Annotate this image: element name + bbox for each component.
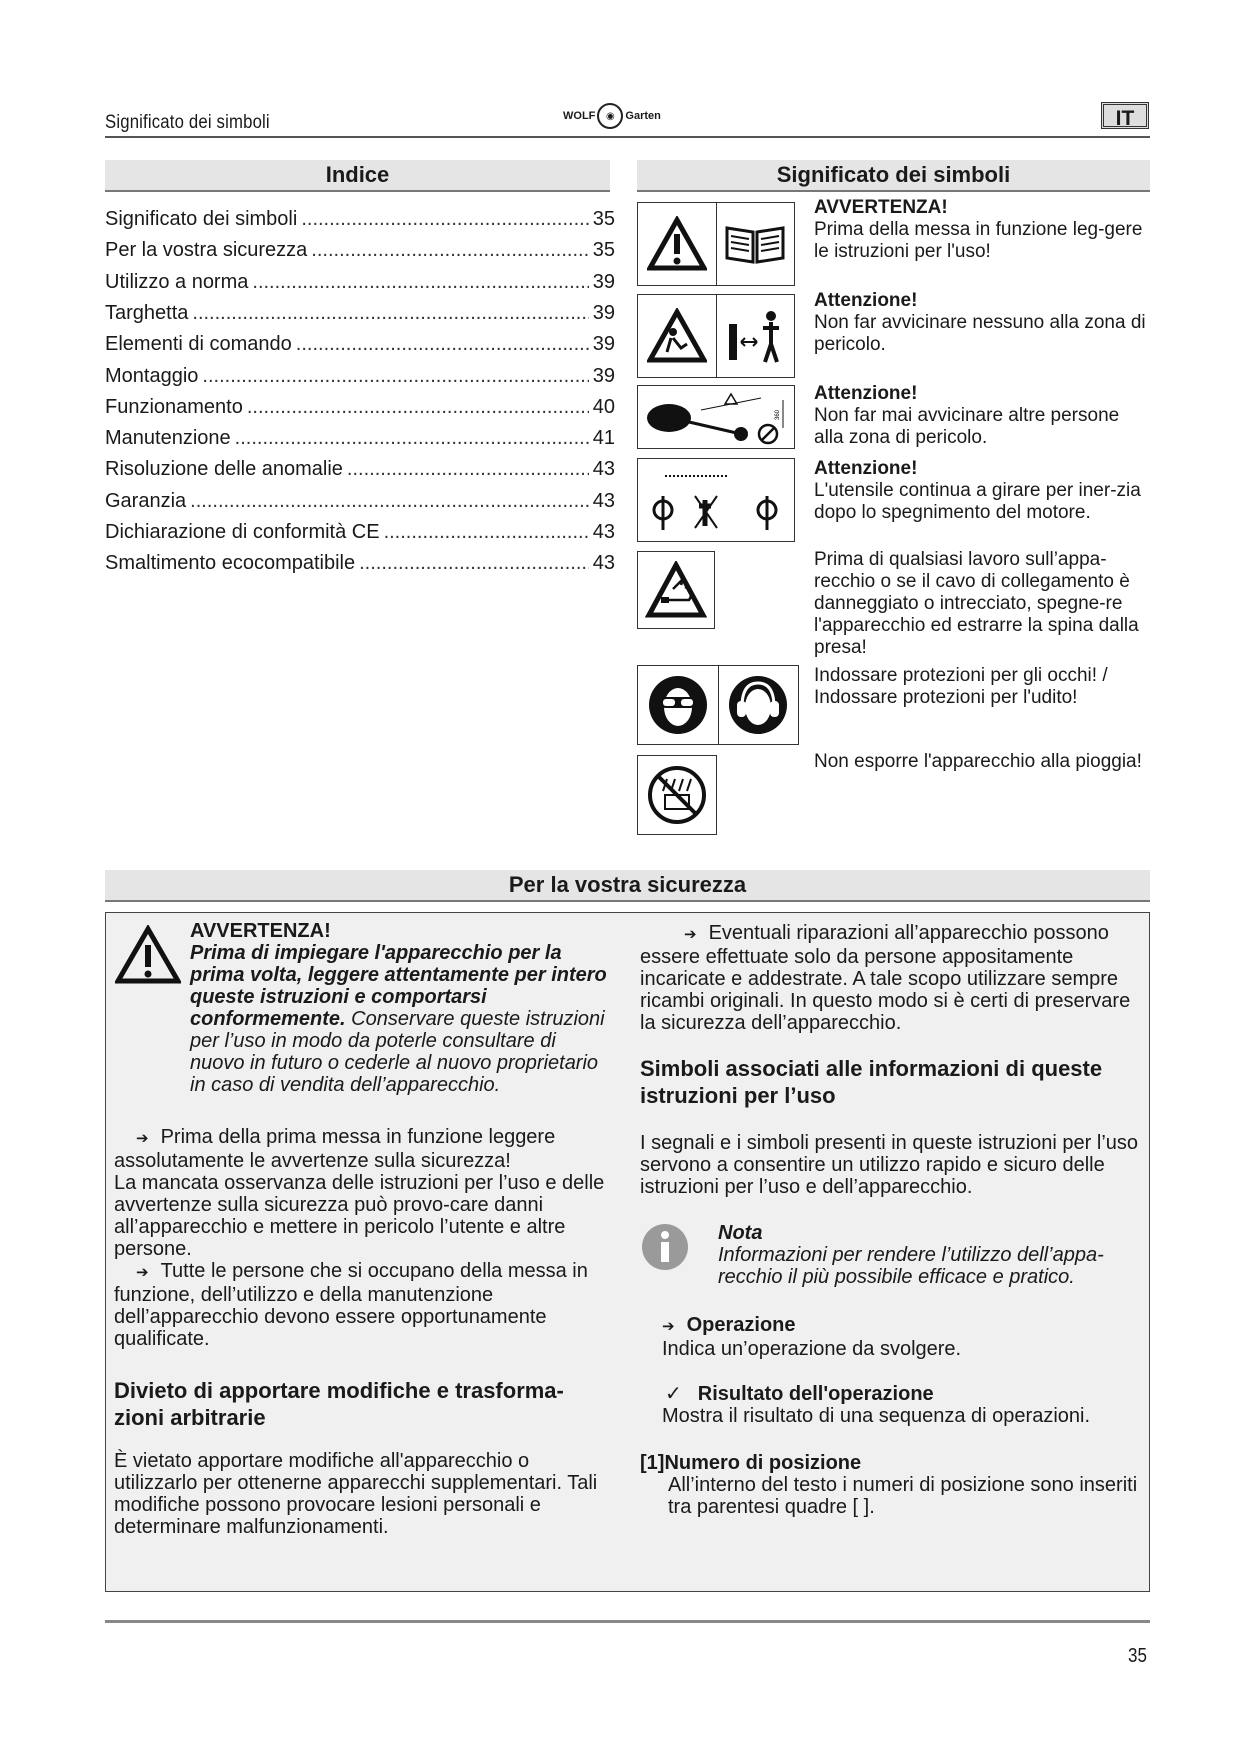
- toc-entry-page: 39: [592, 301, 615, 324]
- toc-entry-page: 43: [592, 552, 615, 575]
- toc-entry-page: 41: [592, 427, 615, 450]
- toc-leader-dots: [347, 456, 589, 482]
- wolf-head-icon: ◉: [597, 103, 623, 129]
- toc-entry-page: 43: [592, 489, 615, 512]
- symbol-text-5: [814, 549, 1154, 659]
- symbols-info-heading: Simboli associati alle informazioni di queste istruzioni per l’uso: [640, 1056, 1103, 1108]
- safety-warning-block: [190, 920, 610, 1096]
- result-block: [640, 1383, 1150, 1427]
- symbol-unplug: [637, 551, 715, 629]
- arrow-icon: [662, 922, 709, 944]
- arrow-icon: [114, 1260, 161, 1282]
- bullet-text: Eventuali riparazioni all’apparecchio possono essere effettuate solo da persone appositamente incaricate e addestrate. A tale scopo utilizzare sempre ricambi originali. In questo modo si è certi di preservare la sicurezza dell’apparecchio.: [640, 922, 1131, 1034]
- note-block: [718, 1222, 1148, 1288]
- bullet-text: Tutte le persone che si occupano della messa in funzione, dell’utilizzo e della manutenzione dell’apparecchio devono essere opportunamente qualificate.: [114, 1260, 588, 1350]
- position-block: [640, 1452, 1150, 1518]
- no-rain-icon: [638, 756, 716, 834]
- toc-entry[interactable]: [105, 519, 615, 545]
- toc-entry-label: Per la vostra sicurezza: [105, 239, 308, 262]
- language-badge: IT: [1101, 102, 1149, 129]
- symbol-description: Non far mai avvicinare altre persone alla zona di pericolo.: [814, 405, 1120, 448]
- operation-heading: Operazione: [686, 1314, 796, 1336]
- dimension-label: 360: [775, 409, 781, 420]
- toc-leader-dots: [384, 519, 589, 545]
- safety-bullets-left: [114, 1126, 619, 1350]
- toc-entry[interactable]: [105, 394, 615, 420]
- toc-entry[interactable]: [105, 269, 615, 295]
- position-text: All’interno del testo i numeri di posizione sono inseriti tra parentesi quadre [ ].: [668, 1474, 1138, 1518]
- toc-leader-dots: [190, 488, 589, 514]
- bullet-continuation: La mancata osservanza delle istruzioni per l’uso e delle avvertenze sulla sicurezza può provo-care danni all’apparecchio e mettere in pericolo l’utente e altre persone.: [114, 1172, 605, 1260]
- trimmer-range-icon: [638, 386, 794, 448]
- symbol-text-3: [814, 383, 1154, 449]
- running-header-title: Significato dei simboli: [105, 112, 270, 133]
- result-line: [640, 1383, 1150, 1405]
- logo-garten-text: Garten: [625, 110, 661, 122]
- unplug-warning-icon: [638, 552, 714, 628]
- warning-body: [190, 942, 610, 1096]
- toc-leader-dots: [252, 269, 588, 295]
- toc-leader-dots: [359, 550, 589, 576]
- arrow-icon: [640, 1314, 687, 1336]
- symbol-description: Non far avvicinare nessuno alla zona di pericolo.: [814, 312, 1146, 355]
- toc-entry[interactable]: [105, 206, 615, 232]
- symbol-text-2: [814, 290, 1154, 356]
- toc-entry[interactable]: [105, 488, 615, 514]
- note-heading: Nota: [718, 1222, 763, 1244]
- result-heading: Risultato dell'operazione: [697, 1383, 934, 1405]
- symbol-description: Prima di qualsiasi lavoro sull’appa-recchio o se il cavo di collegamento è danneggiato o intrecciato, spegne-re l'apparecchio ed estrarre la spina dalla presa!: [814, 549, 1139, 658]
- toc-entry-page: 43: [592, 521, 615, 543]
- operation-block: [640, 1314, 1140, 1360]
- toc-entry-page: 40: [592, 395, 615, 418]
- symbols-title: Significato dei simboli: [637, 160, 1150, 192]
- brand-logo: [563, 103, 661, 129]
- warning-bold-text: Prima di impiegare l'apparecchio per la prima volta, leggere attentamente per intero queste istruzioni e comportarsi conformemente.: [190, 942, 607, 1030]
- symbol-heading: Attenzione!: [814, 458, 918, 479]
- toc-entry[interactable]: [105, 550, 615, 576]
- symbols-info-text: I segnali e i simboli presenti in queste istruzioni per l’uso servono a consentire un utilizzo rapido e sicuro delle istruzioni per l’uso e dell’apparecchio.: [640, 1132, 1139, 1198]
- operation-line: [640, 1314, 1140, 1338]
- warning-triangle-icon: [638, 203, 717, 285]
- toc-entry[interactable]: [105, 300, 615, 326]
- symbol-warning-manual: [637, 202, 795, 286]
- info-icon: [640, 1222, 690, 1277]
- toc-entry-label: Targhetta: [105, 301, 189, 324]
- symbol-text-4: [814, 458, 1154, 524]
- flying-objects-warning-icon: [638, 295, 717, 377]
- symbol-description: Prima della messa in funzione leg-gere le istruzioni per l'uso!: [814, 219, 1143, 262]
- symbol-heading: Attenzione!: [814, 383, 918, 404]
- toc-leader-dots: [202, 363, 588, 389]
- toc-entry[interactable]: [105, 425, 615, 451]
- symbol-protective-gear: [637, 665, 799, 745]
- symbol-text-6: [814, 665, 1154, 709]
- toc-entry-label: Manutenzione: [105, 427, 231, 450]
- manual-book-icon: [717, 203, 795, 285]
- toc-entry-label: Risoluzione delle anomalie: [105, 458, 343, 481]
- toc-entry-page: 43: [592, 458, 615, 481]
- hearing-protection-icon: [719, 666, 799, 744]
- eye-protection-icon: [638, 666, 719, 744]
- safety-title: Per la vostra sicurezza: [105, 870, 1150, 902]
- toc-entry-page: 39: [592, 333, 615, 356]
- warning-triangle-icon: [115, 925, 181, 990]
- warning-rest-text: Conservare queste istruzioni per l’uso in modo da poterle consultare di nuovo in futuro o cederle al nuovo proprietario in caso di vendita dell’apparecchio.: [190, 1008, 605, 1096]
- toc-entry-label: Elementi di comando: [105, 333, 292, 356]
- note-text: Informazioni per rendere l’utilizzo dell’appa-recchio il più possibile efficace e pratico.: [718, 1244, 1104, 1288]
- toc-entry-page: 35: [592, 239, 615, 262]
- symbol-keep-distance: [637, 294, 795, 378]
- toc-entry[interactable]: [105, 456, 615, 482]
- toc-entry-page: 35: [592, 208, 615, 230]
- toc-leader-dots: [296, 331, 589, 357]
- toc-entry[interactable]: [105, 331, 615, 357]
- bullet-item: [114, 1260, 619, 1350]
- position-heading: [1]Numero di posizione: [640, 1452, 862, 1474]
- symbol-trimmer-distance: [637, 385, 795, 449]
- modification-text: È vietato apportare modifiche all'apparecchio o utilizzarlo per ottenerne apparecchi supplementari. Tali modifiche possono provocare lesioni personali e determinare malfunzionamenti.: [114, 1450, 598, 1538]
- toc-entry-label: Significato dei simboli: [105, 208, 298, 230]
- page-number: 35: [1128, 1645, 1147, 1667]
- toc-leader-dots: [192, 300, 588, 326]
- toc-entry-page: 39: [592, 270, 615, 293]
- toc-leader-dots: [301, 206, 588, 232]
- toc-entry-label: Dichiarazione di conformità CE: [105, 521, 380, 543]
- footer-divider: [105, 1620, 1150, 1623]
- toc-entry[interactable]: [105, 237, 615, 263]
- toc-leader-dots: [235, 425, 589, 451]
- header-divider: [105, 136, 1150, 138]
- toc-entry-label: Montaggio: [105, 364, 199, 387]
- result-text: Mostra il risultato di una sequenza di operazioni.: [662, 1405, 1091, 1427]
- bullet-text: Prima della prima messa in funzione leggere assolutamente le avvertenze sulla sicurezza!: [114, 1126, 556, 1172]
- warning-heading: AVVERTENZA!: [190, 920, 331, 942]
- toc-entry[interactable]: [105, 363, 615, 389]
- symbol-text-7: [814, 751, 1154, 773]
- symbol-heading: AVVERTENZA!: [814, 197, 948, 218]
- symbol-description: L'utensile continua a girare per iner-zia dopo lo spegnimento del motore.: [814, 480, 1141, 523]
- rotating-tool-icon: [638, 459, 794, 541]
- symbol-heading: Attenzione!: [814, 290, 918, 311]
- symbol-coasting-tool: [637, 458, 795, 542]
- toc-leader-dots: [311, 237, 588, 263]
- toc-entry-label: Utilizzo a norma: [105, 270, 249, 293]
- arrow-icon: [114, 1126, 161, 1148]
- symbol-description: Indossare protezioni per gli occhi! / Indossare protezioni per l'udito!: [814, 665, 1108, 708]
- modification-heading: Divieto di apportare modifiche e trasforma-zioni arbitrarie: [114, 1378, 564, 1430]
- safety-distance-person-icon: [717, 295, 795, 377]
- symbol-description: Non esporre l'apparecchio alla pioggia!: [814, 751, 1142, 772]
- toc-title: Indice: [105, 160, 610, 192]
- logo-wolf-text: WOLF: [563, 110, 596, 122]
- symbol-no-rain: [637, 755, 717, 835]
- symbol-text-1: [814, 197, 1154, 263]
- toc-entry-label: Garanzia: [105, 489, 187, 512]
- toc-entry-label: Funzionamento: [105, 395, 243, 418]
- operation-text: Indica un’operazione da svolgere.: [662, 1338, 962, 1360]
- repair-bullet: [640, 922, 1140, 1034]
- check-icon: ✓: [665, 1383, 682, 1405]
- toc-entry-page: 39: [592, 364, 615, 387]
- toc-entry-label: Smaltimento ecocompatibile: [105, 552, 356, 575]
- toc-leader-dots: [247, 394, 589, 420]
- bullet-item: [114, 1126, 619, 1172]
